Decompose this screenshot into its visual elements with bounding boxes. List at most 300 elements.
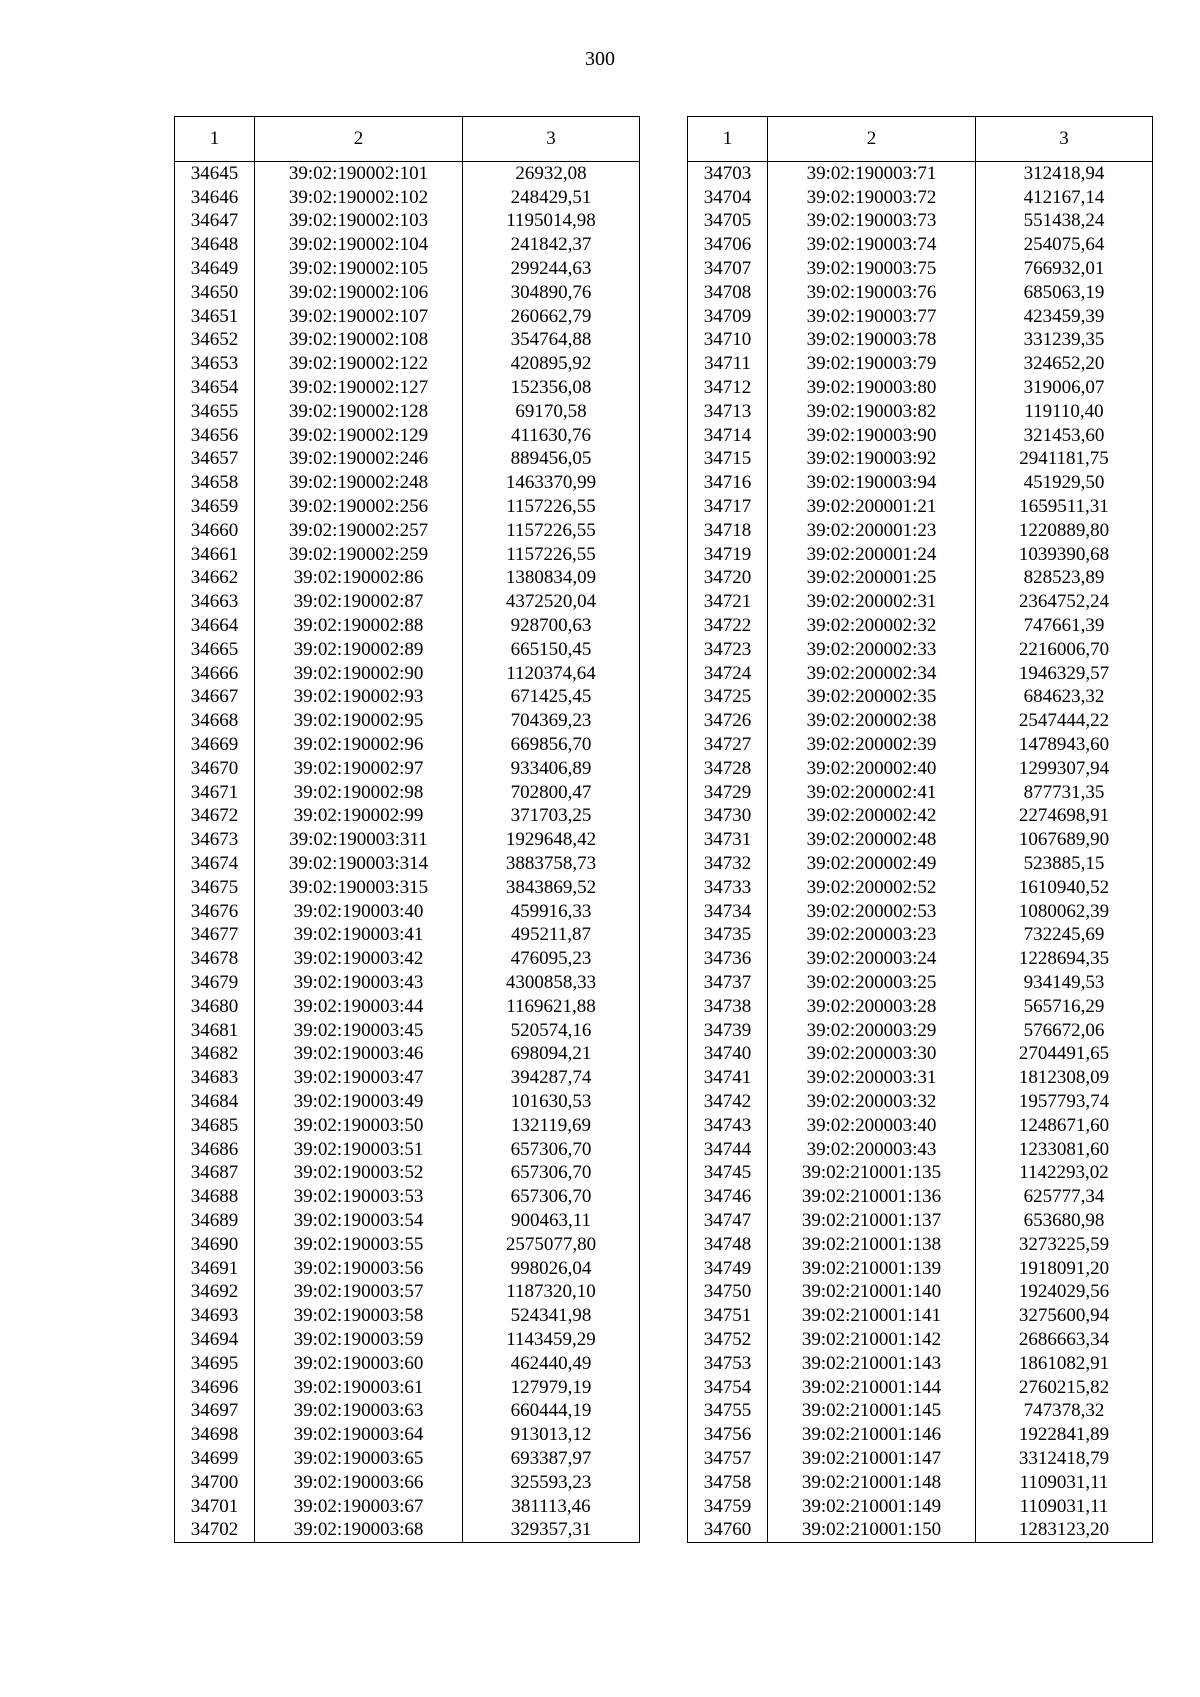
value-cell: 1233081,60	[976, 1138, 1153, 1162]
row-number-cell: 34667	[175, 686, 255, 710]
value-cell: 551438,24	[976, 210, 1153, 234]
cadastral-number-cell: 39:02:190003:73	[768, 210, 976, 234]
cadastral-number-cell: 39:02:190003:43	[255, 971, 463, 995]
table-row	[175, 1185, 640, 1209]
table-row	[175, 781, 640, 805]
cadastral-number-cell: 39:02:190002:106	[255, 281, 463, 305]
value-cell: 889456,05	[463, 448, 640, 472]
value-cell: 747661,39	[976, 614, 1153, 638]
cadastral-number-cell: 39:02:190003:40	[255, 900, 463, 924]
table-row	[688, 947, 1153, 971]
cadastral-number-cell: 39:02:190002:248	[255, 471, 463, 495]
cadastral-number-cell: 39:02:200003:40	[768, 1114, 976, 1138]
row-number-cell: 34647	[175, 210, 255, 234]
row-number-cell: 34728	[688, 757, 768, 781]
value-cell: 3883758,73	[463, 852, 640, 876]
table-row	[175, 1280, 640, 1304]
cadastral-number-cell: 39:02:190003:61	[255, 1376, 463, 1400]
cadastral-number-cell: 39:02:200001:24	[768, 543, 976, 567]
row-number-cell: 34730	[688, 805, 768, 829]
cadastral-number-cell: 39:02:190003:71	[768, 162, 976, 186]
row-number-cell: 34736	[688, 947, 768, 971]
cadastral-number-cell: 39:02:210001:144	[768, 1376, 976, 1400]
value-cell: 1659511,31	[976, 495, 1153, 519]
cadastral-number-cell: 39:02:210001:147	[768, 1447, 976, 1471]
value-cell: 132119,69	[463, 1114, 640, 1138]
value-cell: 1109031,11	[976, 1495, 1153, 1519]
row-number-cell: 34727	[688, 733, 768, 757]
value-cell: 747378,32	[976, 1399, 1153, 1423]
left-table-body	[175, 162, 640, 1543]
row-number-cell: 34687	[175, 1161, 255, 1185]
row-number-cell: 34681	[175, 1019, 255, 1043]
value-cell: 2216006,70	[976, 638, 1153, 662]
row-number-cell: 34709	[688, 305, 768, 329]
value-cell: 523885,15	[976, 852, 1153, 876]
row-number-cell: 34758	[688, 1471, 768, 1495]
row-number-cell: 34700	[175, 1471, 255, 1495]
value-cell: 1109031,11	[976, 1471, 1153, 1495]
cadastral-number-cell: 39:02:190003:64	[255, 1423, 463, 1447]
value-cell: 1228694,35	[976, 947, 1153, 971]
cadastral-number-cell: 39:02:200003:43	[768, 1138, 976, 1162]
value-cell: 248429,51	[463, 186, 640, 210]
row-number-cell: 34660	[175, 519, 255, 543]
row-number-cell: 34750	[688, 1280, 768, 1304]
right-table	[687, 116, 1153, 1543]
table-row	[688, 471, 1153, 495]
cadastral-number-cell: 39:02:190002:104	[255, 233, 463, 257]
cadastral-number-cell: 39:02:210001:149	[768, 1495, 976, 1519]
row-number-cell: 34735	[688, 924, 768, 948]
cadastral-number-cell: 39:02:190003:55	[255, 1233, 463, 1257]
value-cell: 1463370,99	[463, 471, 640, 495]
value-cell: 381113,46	[463, 1495, 640, 1519]
table-row	[688, 1209, 1153, 1233]
table-row	[175, 1019, 640, 1043]
cadastral-number-cell: 39:02:200002:32	[768, 614, 976, 638]
table-row	[688, 924, 1153, 948]
column-header: 3	[976, 117, 1153, 162]
table-row	[688, 1447, 1153, 1471]
table-row	[175, 233, 640, 257]
cadastral-number-cell: 39:02:190003:54	[255, 1209, 463, 1233]
table-row	[175, 329, 640, 353]
table-row	[175, 828, 640, 852]
cadastral-number-cell: 39:02:190002:87	[255, 590, 463, 614]
table-row	[175, 471, 640, 495]
cadastral-number-cell: 39:02:190002:95	[255, 709, 463, 733]
row-number-cell: 34682	[175, 1042, 255, 1066]
cadastral-number-cell: 39:02:210001:145	[768, 1399, 976, 1423]
value-cell: 766932,01	[976, 257, 1153, 281]
value-cell: 1812308,09	[976, 1066, 1153, 1090]
value-cell: 702800,47	[463, 781, 640, 805]
table-row	[688, 162, 1153, 186]
cadastral-number-cell: 39:02:200003:29	[768, 1019, 976, 1043]
table-row	[175, 376, 640, 400]
row-number-cell: 34669	[175, 733, 255, 757]
cadastral-number-cell: 39:02:190002:98	[255, 781, 463, 805]
cadastral-number-cell: 39:02:190002:256	[255, 495, 463, 519]
table-row	[688, 519, 1153, 543]
page-number: 300	[585, 48, 615, 70]
table-row	[175, 1447, 640, 1471]
row-number-cell: 34704	[688, 186, 768, 210]
row-number-cell: 34676	[175, 900, 255, 924]
table-row	[175, 1304, 640, 1328]
table-row	[175, 1114, 640, 1138]
value-cell: 653680,98	[976, 1209, 1153, 1233]
row-number-cell: 34707	[688, 257, 768, 281]
table-row	[688, 1352, 1153, 1376]
cadastral-number-cell: 39:02:210001:146	[768, 1423, 976, 1447]
table-row	[688, 1066, 1153, 1090]
value-cell: 1195014,98	[463, 210, 640, 234]
row-number-cell: 34706	[688, 233, 768, 257]
value-cell: 1380834,09	[463, 567, 640, 591]
table-row	[688, 1233, 1153, 1257]
value-cell: 321453,60	[976, 424, 1153, 448]
table-row	[688, 1280, 1153, 1304]
value-cell: 495211,87	[463, 924, 640, 948]
cadastral-number-cell: 39:02:200001:21	[768, 495, 976, 519]
value-cell: 312418,94	[976, 162, 1153, 186]
row-number-cell: 34671	[175, 781, 255, 805]
row-number-cell: 34751	[688, 1304, 768, 1328]
row-number-cell: 34655	[175, 400, 255, 424]
row-number-cell: 34760	[688, 1518, 768, 1542]
cadastral-number-cell: 39:02:190003:68	[255, 1518, 463, 1542]
value-cell: 1248671,60	[976, 1114, 1153, 1138]
value-cell: 1187320,10	[463, 1280, 640, 1304]
table-row	[688, 424, 1153, 448]
row-number-cell: 34713	[688, 400, 768, 424]
cadastral-number-cell: 39:02:190002:101	[255, 162, 463, 186]
cadastral-number-cell: 39:02:210001:140	[768, 1280, 976, 1304]
cadastral-number-cell: 39:02:190003:46	[255, 1042, 463, 1066]
table-row	[688, 567, 1153, 591]
row-number-cell: 34690	[175, 1233, 255, 1257]
value-cell: 565716,29	[976, 995, 1153, 1019]
cadastral-number-cell: 39:02:190002:89	[255, 638, 463, 662]
cadastral-number-cell: 39:02:200002:35	[768, 686, 976, 710]
value-cell: 1157226,55	[463, 519, 640, 543]
cadastral-number-cell: 39:02:190003:56	[255, 1257, 463, 1281]
value-cell: 241842,37	[463, 233, 640, 257]
table-row	[175, 638, 640, 662]
row-number-cell: 34662	[175, 567, 255, 591]
table-row	[175, 1257, 640, 1281]
table-row	[688, 662, 1153, 686]
cadastral-number-cell: 39:02:200002:31	[768, 590, 976, 614]
value-cell: 459916,33	[463, 900, 640, 924]
table-row	[688, 186, 1153, 210]
value-cell: 1922841,89	[976, 1423, 1153, 1447]
value-cell: 2686663,34	[976, 1328, 1153, 1352]
cadastral-number-cell: 39:02:190002:127	[255, 376, 463, 400]
value-cell: 828523,89	[976, 567, 1153, 591]
row-number-cell: 34650	[175, 281, 255, 305]
table-row	[175, 1066, 640, 1090]
value-cell: 2941181,75	[976, 448, 1153, 472]
value-cell: 319006,07	[976, 376, 1153, 400]
value-cell: 900463,11	[463, 1209, 640, 1233]
cadastral-number-cell: 39:02:190002:86	[255, 567, 463, 591]
row-number-cell: 34656	[175, 424, 255, 448]
cadastral-number-cell: 39:02:200003:30	[768, 1042, 976, 1066]
cadastral-number-cell: 39:02:190003:92	[768, 448, 976, 472]
row-number-cell: 34689	[175, 1209, 255, 1233]
value-cell: 152356,08	[463, 376, 640, 400]
value-cell: 331239,35	[976, 329, 1153, 353]
value-cell: 685063,19	[976, 281, 1153, 305]
table-row	[175, 400, 640, 424]
value-cell: 354764,88	[463, 329, 640, 353]
cadastral-number-cell: 39:02:190002:93	[255, 686, 463, 710]
cadastral-number-cell: 39:02:200002:39	[768, 733, 976, 757]
row-number-cell: 34693	[175, 1304, 255, 1328]
row-number-cell: 34703	[688, 162, 768, 186]
cadastral-number-cell: 39:02:190003:67	[255, 1495, 463, 1519]
table-row	[175, 1209, 640, 1233]
value-cell: 1039390,68	[976, 543, 1153, 567]
column-header: 1	[688, 117, 768, 162]
table-row	[175, 567, 640, 591]
table-row	[175, 900, 640, 924]
cadastral-number-cell: 39:02:190002:257	[255, 519, 463, 543]
row-number-cell: 34698	[175, 1423, 255, 1447]
table-row	[688, 1042, 1153, 1066]
row-number-cell: 34659	[175, 495, 255, 519]
cadastral-number-cell: 39:02:190003:90	[768, 424, 976, 448]
table-row	[175, 733, 640, 757]
row-number-cell: 34664	[175, 614, 255, 638]
table-row	[688, 1161, 1153, 1185]
value-cell: 934149,53	[976, 971, 1153, 995]
value-cell: 69170,58	[463, 400, 640, 424]
value-cell: 1946329,57	[976, 662, 1153, 686]
cadastral-number-cell: 39:02:210001:142	[768, 1328, 976, 1352]
cadastral-number-cell: 39:02:190003:42	[255, 947, 463, 971]
value-cell: 299244,63	[463, 257, 640, 281]
table-row	[175, 924, 640, 948]
row-number-cell: 34753	[688, 1352, 768, 1376]
cadastral-number-cell: 39:02:190003:60	[255, 1352, 463, 1376]
cadastral-number-cell: 39:02:200003:24	[768, 947, 976, 971]
row-number-cell: 34692	[175, 1280, 255, 1304]
value-cell: 660444,19	[463, 1399, 640, 1423]
row-number-cell: 34742	[688, 1090, 768, 1114]
cadastral-number-cell: 39:02:200003:28	[768, 995, 976, 1019]
row-number-cell: 34686	[175, 1138, 255, 1162]
cadastral-number-cell: 39:02:210001:139	[768, 1257, 976, 1281]
cadastral-number-cell: 39:02:200003:23	[768, 924, 976, 948]
row-number-cell: 34752	[688, 1328, 768, 1352]
row-number-cell: 34701	[175, 1495, 255, 1519]
table-row	[175, 971, 640, 995]
value-cell: 394287,74	[463, 1066, 640, 1090]
value-cell: 1924029,56	[976, 1280, 1153, 1304]
table-row	[688, 281, 1153, 305]
cadastral-number-cell: 39:02:190003:72	[768, 186, 976, 210]
cadastral-number-cell: 39:02:200002:41	[768, 781, 976, 805]
table-row	[688, 1019, 1153, 1043]
cadastral-number-cell: 39:02:190002:107	[255, 305, 463, 329]
cadastral-number-cell: 39:02:190002:97	[255, 757, 463, 781]
value-cell: 1299307,94	[976, 757, 1153, 781]
cadastral-number-cell: 39:02:190002:122	[255, 352, 463, 376]
value-cell: 3275600,94	[976, 1304, 1153, 1328]
row-number-cell: 34663	[175, 590, 255, 614]
table-row	[175, 257, 640, 281]
row-number-cell: 34705	[688, 210, 768, 234]
table-row	[175, 590, 640, 614]
table-row	[175, 543, 640, 567]
table-row	[688, 448, 1153, 472]
value-cell: 732245,69	[976, 924, 1153, 948]
right-table-body	[688, 162, 1153, 1543]
row-number-cell: 34653	[175, 352, 255, 376]
table-row	[175, 519, 640, 543]
row-number-cell: 34745	[688, 1161, 768, 1185]
row-number-cell: 34694	[175, 1328, 255, 1352]
table-row	[175, 1376, 640, 1400]
cadastral-number-cell: 39:02:210001:143	[768, 1352, 976, 1376]
table-row	[175, 614, 640, 638]
row-number-cell: 34755	[688, 1399, 768, 1423]
row-number-cell: 34680	[175, 995, 255, 1019]
table-row	[688, 1495, 1153, 1519]
cadastral-number-cell: 39:02:190002:128	[255, 400, 463, 424]
row-number-cell: 34717	[688, 495, 768, 519]
table-row	[175, 1352, 640, 1376]
value-cell: 2760215,82	[976, 1376, 1153, 1400]
row-number-cell: 34683	[175, 1066, 255, 1090]
row-number-cell: 34648	[175, 233, 255, 257]
row-number-cell: 34684	[175, 1090, 255, 1114]
value-cell: 411630,76	[463, 424, 640, 448]
value-cell: 2704491,65	[976, 1042, 1153, 1066]
table-row	[175, 186, 640, 210]
cadastral-number-cell: 39:02:200002:48	[768, 828, 976, 852]
table-row	[175, 1399, 640, 1423]
cadastral-number-cell: 39:02:200001:25	[768, 567, 976, 591]
table-row	[688, 329, 1153, 353]
value-cell: 520574,16	[463, 1019, 640, 1043]
row-number-cell: 34685	[175, 1114, 255, 1138]
row-number-cell: 34747	[688, 1209, 768, 1233]
row-number-cell: 34710	[688, 329, 768, 353]
cadastral-number-cell: 39:02:200003:25	[768, 971, 976, 995]
row-number-cell: 34711	[688, 352, 768, 376]
value-cell: 1120374,64	[463, 662, 640, 686]
value-cell: 671425,45	[463, 686, 640, 710]
table-row	[688, 1471, 1153, 1495]
value-cell: 2575077,80	[463, 1233, 640, 1257]
cadastral-number-cell: 39:02:190003:315	[255, 876, 463, 900]
row-number-cell: 34740	[688, 1042, 768, 1066]
cadastral-number-cell: 39:02:190002:96	[255, 733, 463, 757]
table-row	[688, 638, 1153, 662]
table-row	[688, 1090, 1153, 1114]
table-row	[688, 686, 1153, 710]
value-cell: 371703,25	[463, 805, 640, 829]
cadastral-number-cell: 39:02:210001:141	[768, 1304, 976, 1328]
table-row	[688, 852, 1153, 876]
table-row	[688, 614, 1153, 638]
cadastral-number-cell: 39:02:190002:90	[255, 662, 463, 686]
cadastral-number-cell: 39:02:190003:59	[255, 1328, 463, 1352]
row-number-cell: 34718	[688, 519, 768, 543]
column-header: 2	[768, 117, 976, 162]
column-header: 3	[463, 117, 640, 162]
row-number-cell: 34672	[175, 805, 255, 829]
table-row	[688, 1114, 1153, 1138]
cadastral-number-cell: 39:02:190003:75	[768, 257, 976, 281]
value-cell: 1861082,91	[976, 1352, 1153, 1376]
table-row	[175, 995, 640, 1019]
row-number-cell: 34726	[688, 709, 768, 733]
value-cell: 2364752,24	[976, 590, 1153, 614]
cadastral-number-cell: 39:02:190002:102	[255, 186, 463, 210]
table-row	[688, 1328, 1153, 1352]
value-cell: 4300858,33	[463, 971, 640, 995]
cadastral-number-cell: 39:02:190003:314	[255, 852, 463, 876]
cadastral-number-cell: 39:02:190003:94	[768, 471, 976, 495]
cadastral-number-cell: 39:02:190003:76	[768, 281, 976, 305]
cadastral-number-cell: 39:02:190003:51	[255, 1138, 463, 1162]
cadastral-number-cell: 39:02:190003:66	[255, 1471, 463, 1495]
value-cell: 2547444,22	[976, 709, 1153, 733]
value-cell: 704369,23	[463, 709, 640, 733]
table-row	[688, 828, 1153, 852]
value-cell: 423459,39	[976, 305, 1153, 329]
row-number-cell: 34733	[688, 876, 768, 900]
cadastral-number-cell: 39:02:190002:99	[255, 805, 463, 829]
value-cell: 1918091,20	[976, 1257, 1153, 1281]
value-cell: 665150,45	[463, 638, 640, 662]
cadastral-number-cell: 39:02:200002:40	[768, 757, 976, 781]
table-row	[175, 1042, 640, 1066]
row-number-cell: 34708	[688, 281, 768, 305]
value-cell: 127979,19	[463, 1376, 640, 1400]
row-number-cell: 34654	[175, 376, 255, 400]
cadastral-number-cell: 39:02:190003:82	[768, 400, 976, 424]
table-row	[175, 1233, 640, 1257]
row-number-cell: 34748	[688, 1233, 768, 1257]
value-cell: 1929648,42	[463, 828, 640, 852]
value-cell: 1220889,80	[976, 519, 1153, 543]
row-number-cell: 34697	[175, 1399, 255, 1423]
value-cell: 1067689,90	[976, 828, 1153, 852]
value-cell: 669856,70	[463, 733, 640, 757]
row-number-cell: 34651	[175, 305, 255, 329]
cadastral-number-cell: 39:02:190003:57	[255, 1280, 463, 1304]
row-number-cell: 34712	[688, 376, 768, 400]
value-cell: 657306,70	[463, 1161, 640, 1185]
row-number-cell: 34668	[175, 709, 255, 733]
value-cell: 657306,70	[463, 1185, 640, 1209]
cadastral-number-cell: 39:02:200002:38	[768, 709, 976, 733]
table-row	[175, 662, 640, 686]
row-number-cell: 34691	[175, 1257, 255, 1281]
value-cell: 1080062,39	[976, 900, 1153, 924]
value-cell: 1957793,74	[976, 1090, 1153, 1114]
row-number-cell: 34688	[175, 1185, 255, 1209]
row-number-cell: 34665	[175, 638, 255, 662]
table-row	[175, 1138, 640, 1162]
